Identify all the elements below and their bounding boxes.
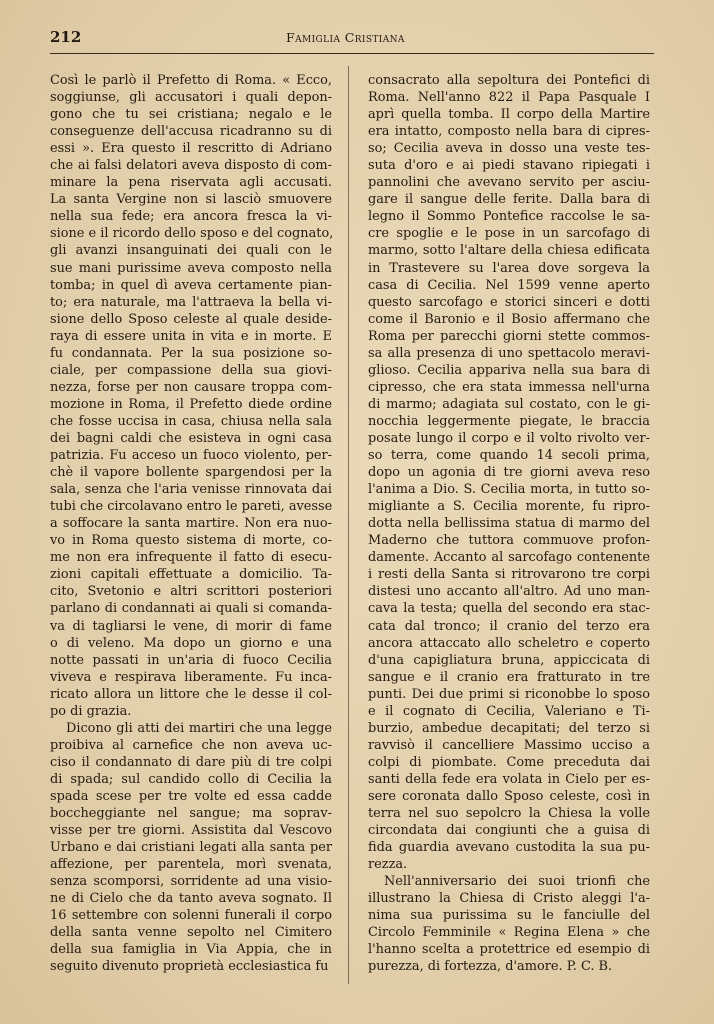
text-line: gono che tu sei cristiana; negalo e le	[50, 107, 332, 123]
text-line: Nell'anniversario dei suoi trionfi che	[384, 874, 650, 890]
text-line: nezza, forse per non causare troppa com-	[50, 379, 332, 395]
text-line: sa alla presenza di uno spettacolo meravi-	[368, 345, 650, 361]
text-line: Circolo Femminile « Regina Elena » che	[368, 925, 650, 941]
text-line: glioso. Cecilia appariva nella sua bara di	[368, 362, 650, 378]
text-line: burzio, ambedue decapitati; del terzo si	[368, 720, 650, 736]
text-line: 16 settembre con solenni funerali il corpo	[50, 908, 332, 924]
text-line: damente. Accanto al sarcofago contenente	[368, 550, 650, 566]
text-line: punti. Dei due primi si riconobbe lo sposo	[368, 686, 650, 702]
text-line: ciso il condannato di dare più di tre colpi	[50, 754, 332, 770]
text-line: viveva e respirava liberamente. Fu inca-	[50, 669, 332, 685]
text-line: tubi che circolavano entro le pareti, avesse	[50, 499, 333, 515]
text-line: cipresso, che era stata immessa nell'urna	[368, 379, 650, 395]
text-line: dei bagni caldi che esisteva in ogni casa	[50, 430, 332, 446]
running-title: Famiglia Cristiana	[286, 30, 405, 45]
text-line: raya di essere unita in vita e in morte. E	[50, 328, 332, 344]
text-line: Roma. Nell'anno 822 il Papa Pasquale I	[368, 90, 650, 106]
text-line: senza scomporsi, sorridente ad una visio-	[50, 874, 332, 890]
text-line: cito, Svetonio e altri scrittori posteriori	[50, 584, 332, 600]
text-line: dotta nella bellissima statua di marmo del	[368, 516, 650, 532]
text-line: nocchia leggermente piegate, le braccia	[368, 413, 650, 429]
text-line: sione dello Sposo celeste al quale deside-	[50, 311, 332, 327]
text-line: ricato allora un littore che le desse il col-	[50, 686, 332, 702]
text-line: legno il Sommo Pontefice raccolse le sa-	[368, 209, 650, 225]
text-line: me non era infrequente il fatto di esecu-	[50, 550, 332, 566]
text-line: santi della fede era volata in Cielo per es-	[368, 771, 650, 787]
text-line: di marmo; adagiata sul costato, con le gi-	[368, 396, 650, 412]
text-line: ravvisò il cancelliere Massimo ucciso a	[368, 737, 650, 753]
text-line: soggiunse, gli accusatori i quali depon-	[50, 90, 332, 106]
text-line: Roma per parecchi giorni stette commos-	[368, 328, 650, 344]
text-line: dopo un agonia di tre giorni aveva reso	[368, 465, 650, 481]
text-line: distesi uno accanto all'altro. Ad uno man-	[368, 584, 650, 600]
text-line: della sua famiglia in Via Appia, che in	[50, 942, 332, 958]
text-line: di spada; sul candido collo di Cecilia la	[50, 771, 332, 787]
text-line: colpi di piombate. Come preceduta dai	[368, 754, 650, 770]
text-line: parlano di condannati ai quali si comanda-	[50, 601, 332, 617]
text-line: La santa Vergine non si lasciò smuovere	[50, 192, 332, 208]
text-line: terra nel suo sepolcro la Chiesa la volle	[368, 806, 650, 822]
text-line: questo sarcofago e storici sinceri e dotti	[368, 294, 650, 310]
text-line: ancora attaccato allo scheletro e coperto	[368, 635, 650, 651]
text-line: cre spoglie e le pose in un sarcofago di	[368, 226, 650, 242]
text-line: gli avanzi insanguinati dei quali con le	[50, 243, 332, 259]
text-line: proibiva al carnefice che non aveva uc-	[50, 737, 332, 753]
text-line: che fosse uccisa in casa, chiusa nella sala	[50, 413, 332, 429]
text-line: Urbano e dai cristiani legati alla santa per	[50, 840, 332, 856]
text-line: patrizia. Fu acceso un fuoco violento, per-	[50, 448, 332, 464]
text-line: a soffocare la santa martire. Non era nuo-	[50, 516, 332, 532]
text-line: della santa venne sepolto nel Cimitero	[50, 925, 332, 941]
header-rule	[50, 53, 654, 54]
text-line: consacrato alla sepoltura dei Pontefici di	[368, 73, 650, 88]
column-divider	[348, 66, 349, 984]
text-line: tomba; in quel dì aveva certamente pian-	[50, 277, 332, 293]
text-line: pannolini che avevano servito per asciu-	[368, 175, 650, 191]
left-column	[50, 72, 332, 975]
text-line: marmo, sotto l'altare della chiesa edificata	[368, 243, 650, 259]
text-line: posate lungo il corpo e il volto rivolto ver-	[368, 430, 650, 446]
text-line: l'anima a Dio. S. Cecilia morta, in tutto so-	[368, 482, 650, 498]
text-line: chè il vapore bollente spargendosi per la	[50, 465, 332, 481]
text-line: so; Cecilia aveva in dosso una veste tes-	[368, 141, 650, 157]
text-line: notte passati in un'aria di fuoco Cecilia	[50, 652, 332, 668]
text-line: conseguenze dell'accusa ricadranno su di	[50, 124, 332, 140]
text-line: nima sua purissima su le fanciulle del	[368, 908, 650, 924]
text-line: spada scese per tre volte ed essa cadde	[50, 788, 332, 804]
text-line: illustrano la Chiesa di Cristo aleggi l'a-	[368, 891, 650, 907]
text-line: mozione in Roma, il Prefetto diede ordine	[50, 396, 332, 412]
text-line: boccheggiante nel sangue; ma soprav-	[50, 806, 332, 822]
text-line: gare il sangue delle ferite. Dalla bara di	[368, 192, 650, 208]
text-line: in Trastevere su l'area dove sorgeva la	[368, 260, 650, 276]
text-line: e il cognato di Cecilia, Valeriano e Ti-	[368, 703, 650, 719]
text-line: i resti della Santa si ritrovarono tre corpi	[368, 567, 650, 583]
text-line: Così le parlò il Prefetto di Roma. « Ecco,	[50, 73, 332, 88]
text-line: cava la testa; quella del secondo era stac-	[368, 601, 650, 617]
text-line: che ai falsi delatori aveva disposto di com-	[50, 158, 332, 174]
text-line: l'hanno scelta a protettrice ed esempio di	[368, 942, 650, 958]
text-line: so terra, come quando 14 secoli prima,	[368, 448, 650, 464]
page-number: 212	[50, 28, 82, 46]
text-line: casa di Cecilia. Nel 1599 venne aperto	[368, 277, 650, 293]
text-line: ne di Cielo che da tanto aveva sognato. Il	[50, 891, 332, 907]
text-line: rezza.	[368, 857, 408, 873]
text-line: Dicono gli atti dei martiri che una legge	[66, 720, 332, 736]
text-line: seguito divenuto proprietà ecclesiastica fu	[50, 959, 329, 975]
text-line: sere coronata dallo Sposo celeste, così in	[368, 788, 650, 804]
text-line: d'una capigliatura bruna, appiccicata di	[368, 652, 650, 668]
text-line: sangue e il cranio era fratturato in tre	[368, 669, 650, 685]
text-line: era intatto, composto nella bara di cipres-	[368, 124, 650, 140]
text-line: sala, senza che l'aria venisse rinnovata dai	[50, 482, 332, 498]
text-line: fu condannata. Per la sua posizione so-	[50, 345, 332, 361]
text-line: Maderno che tuttora commuove profon-	[368, 533, 650, 549]
text-line: o di veleno. Ma dopo un giorno e una	[50, 635, 332, 651]
text-line: po di grazia.	[50, 703, 132, 719]
text-line: circondata dai congiunti che a guisa di	[368, 823, 650, 839]
text-line: fida guardia avevano custodita la sua pu-	[368, 840, 650, 856]
text-line: aprì quella tomba. Il corpo della Martire	[368, 107, 650, 123]
text-line: va di tagliarsi le vene, di morir di fame	[50, 618, 332, 634]
text-line: visse per tre giorni. Assistita dal Vescovo	[50, 823, 332, 839]
text-line: ciale, per compassione della sua giovi-	[50, 362, 332, 378]
text-line: suta d'oro e ai piedi stavano ripiegati i	[368, 158, 650, 174]
text-line: essi ». Era questo il rescritto di Adriano	[50, 141, 332, 157]
text-line: minare la pena riservata agli accusati.	[50, 175, 332, 191]
text-line: vo in Roma questo sistema di morte, co-	[50, 533, 332, 549]
text-line: purezza, di fortezza, d'amore. P. C. B.	[368, 959, 613, 975]
right-column	[368, 72, 650, 975]
text-line: come il Baronio e il Bosio affermano che	[368, 311, 650, 327]
text-line: sue mani purissime aveva composto nella	[50, 260, 332, 276]
text-line: affezione, per parentela, morì svenata,	[50, 857, 332, 873]
text-line: zioni capitali effettuate a domicilio. Ta-	[50, 567, 332, 583]
text-line: to; era naturale, ma l'attraeva la bella vi-	[50, 294, 332, 310]
text-line: migliante a S. Cecilia morente, fu ripro-	[368, 499, 650, 515]
page-header	[50, 28, 654, 54]
text-line: sione e il ricordo dello sposo e del cognato,	[50, 226, 334, 242]
text-line: nella sua fede; era ancora fresca la vi-	[50, 209, 332, 225]
text-line: cata dal tronco; il cranio del terzo era	[368, 618, 650, 634]
